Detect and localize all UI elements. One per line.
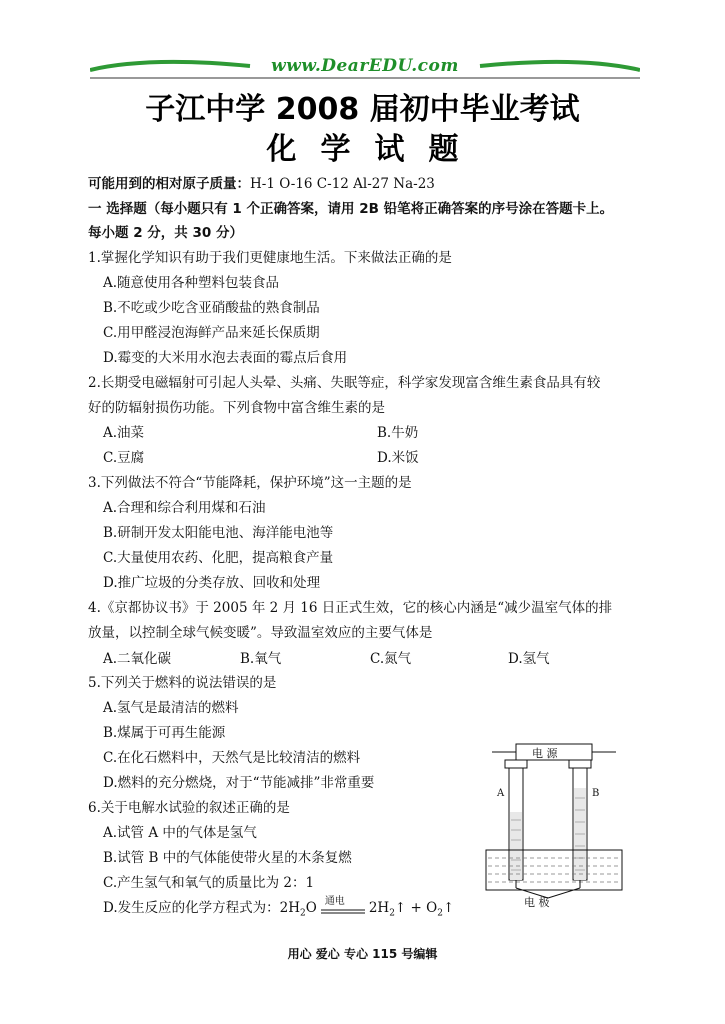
q2-stem: 2.长期受电磁辐射可引起人头晕、头痛、失眠等症，科学家发现富含维生素食品具有较 bbox=[88, 375, 601, 391]
q3-option-d: D.推广垃圾的分类存放、回收和处理 bbox=[103, 575, 321, 591]
tube-b-label: B bbox=[592, 788, 600, 799]
q5-option-a: A.氢气是最清洁的燃料 bbox=[103, 700, 239, 716]
q2-option-a: A.油菜 bbox=[103, 425, 145, 441]
reaction-condition-label: 通电 bbox=[324, 895, 345, 907]
q5-stem: 5.下列关于燃料的说法错误的是 bbox=[88, 675, 277, 691]
equation-subscript: 2 bbox=[300, 908, 306, 919]
q1-stem: 1.掌握化学知识有助于我们更健康地生活。下来做法正确的是 bbox=[88, 250, 452, 266]
page-footer: 用心 爱心 专心 115 号编辑 bbox=[287, 947, 438, 961]
tube-a-label: A bbox=[497, 788, 505, 799]
equation-subscript: 2 bbox=[437, 908, 443, 919]
q4-stem-cont: 放量，以控制全球气候变暖”。导致温室效应的主要气体是 bbox=[88, 625, 433, 641]
section-heading-cont: 每小题 2 分，共 30 分） bbox=[88, 225, 243, 241]
atomic-mass-line bbox=[88, 172, 435, 192]
q5-option-c: C.在化石燃料中，天然气是比较清洁的燃料 bbox=[103, 750, 361, 766]
q1-option-a: A.随意使用各种塑料包装食品 bbox=[103, 275, 280, 291]
q4-stem: 4.《京都协议书》于 2005 年 2 月 16 日正式生效，它的核心内涵是“减少温室气体的排 bbox=[88, 600, 613, 616]
electrolysis-apparatus-icon bbox=[480, 742, 630, 907]
q2-option-b: B.牛奶 bbox=[377, 425, 419, 441]
q6-option-c: C.产生氢气和氧气的质量比为 2：1 bbox=[103, 875, 315, 891]
atomic-mass-values: H-1 O-16 C-12 Al-27 Na-23 bbox=[250, 176, 435, 192]
equation-prefix: D.发生反应的化学方程式为：2H bbox=[103, 900, 300, 916]
q2-option-c: C.豆腐 bbox=[103, 450, 145, 466]
site-banner bbox=[90, 52, 640, 84]
power-source-label: 电 源 bbox=[532, 747, 558, 760]
q6-option-d bbox=[103, 896, 454, 919]
q6-option-b: B.试管 B 中的气体能使带火星的木条复燃 bbox=[103, 850, 352, 866]
q3-option-b: B.研制开发太阳能电池、海洋能电池等 bbox=[103, 525, 334, 541]
equation-subscript: 2 bbox=[389, 908, 395, 919]
q4-option-c: C.氮气 bbox=[370, 651, 412, 667]
site-url: www.DearEDU.com bbox=[271, 56, 459, 76]
gas-arrow-icon: ↑ bbox=[394, 900, 407, 916]
q1-option-b: B.不吃或少吃含亚硝酸盐的熟食制品 bbox=[103, 300, 320, 316]
page-subtitle: 化学试题 bbox=[266, 132, 483, 167]
q4-option-d: D.氢气 bbox=[508, 651, 550, 667]
page-title: 子江中学 2008 届初中毕业考试 bbox=[145, 92, 580, 127]
q3-option-c: C.大量使用农药、化肥，提高粮食产量 bbox=[103, 550, 334, 566]
reaction-condition bbox=[321, 895, 365, 916]
equation-product-h: 2H bbox=[368, 900, 390, 916]
q2-stem-cont: 好的防辐射损伤功能。下列食物中富含维生素的是 bbox=[88, 400, 385, 416]
equation-product-o: + O bbox=[406, 900, 438, 916]
q6-option-a: A.试管 A 中的气体是氢气 bbox=[103, 825, 257, 841]
q3-option-a: A.合理和综合利用煤和石油 bbox=[103, 500, 266, 516]
electrode-label: 电 极 bbox=[524, 896, 550, 909]
q1-option-d: D.霉变的大米用水泡去表面的霉点后食用 bbox=[103, 350, 348, 366]
q1-option-c: C.用甲醛浸泡海鲜产品来延长保质期 bbox=[103, 325, 320, 341]
q5-option-b: B.煤属于可再生能源 bbox=[103, 725, 226, 741]
q6-stem: 6.关于电解水试验的叙述正确的是 bbox=[88, 800, 290, 816]
section-heading: 一 选择题（每小题只有 1 个正确答案，请用 2B 铅笔将正确答案的序号涂在答题卡上。 bbox=[88, 201, 614, 217]
gas-arrow-icon: ↑ bbox=[442, 900, 455, 916]
q4-option-a: A.二氧化碳 bbox=[103, 651, 172, 667]
equals-sign-icon bbox=[321, 905, 365, 919]
equation-reactant-o: O bbox=[305, 900, 317, 916]
q3-stem: 3.下列做法不符合“节能降耗，保护环境”这一主题的是 bbox=[88, 475, 412, 491]
q2-option-d: D.米饭 bbox=[377, 450, 419, 466]
q4-option-b: B.氧气 bbox=[240, 651, 282, 667]
atomic-mass-label: 可能用到的相对原子质量： bbox=[88, 176, 250, 192]
electrolysis-diagram bbox=[480, 742, 630, 907]
q5-option-d: D.燃料的充分燃烧，对于“节能减排”非常重要 bbox=[103, 775, 375, 791]
